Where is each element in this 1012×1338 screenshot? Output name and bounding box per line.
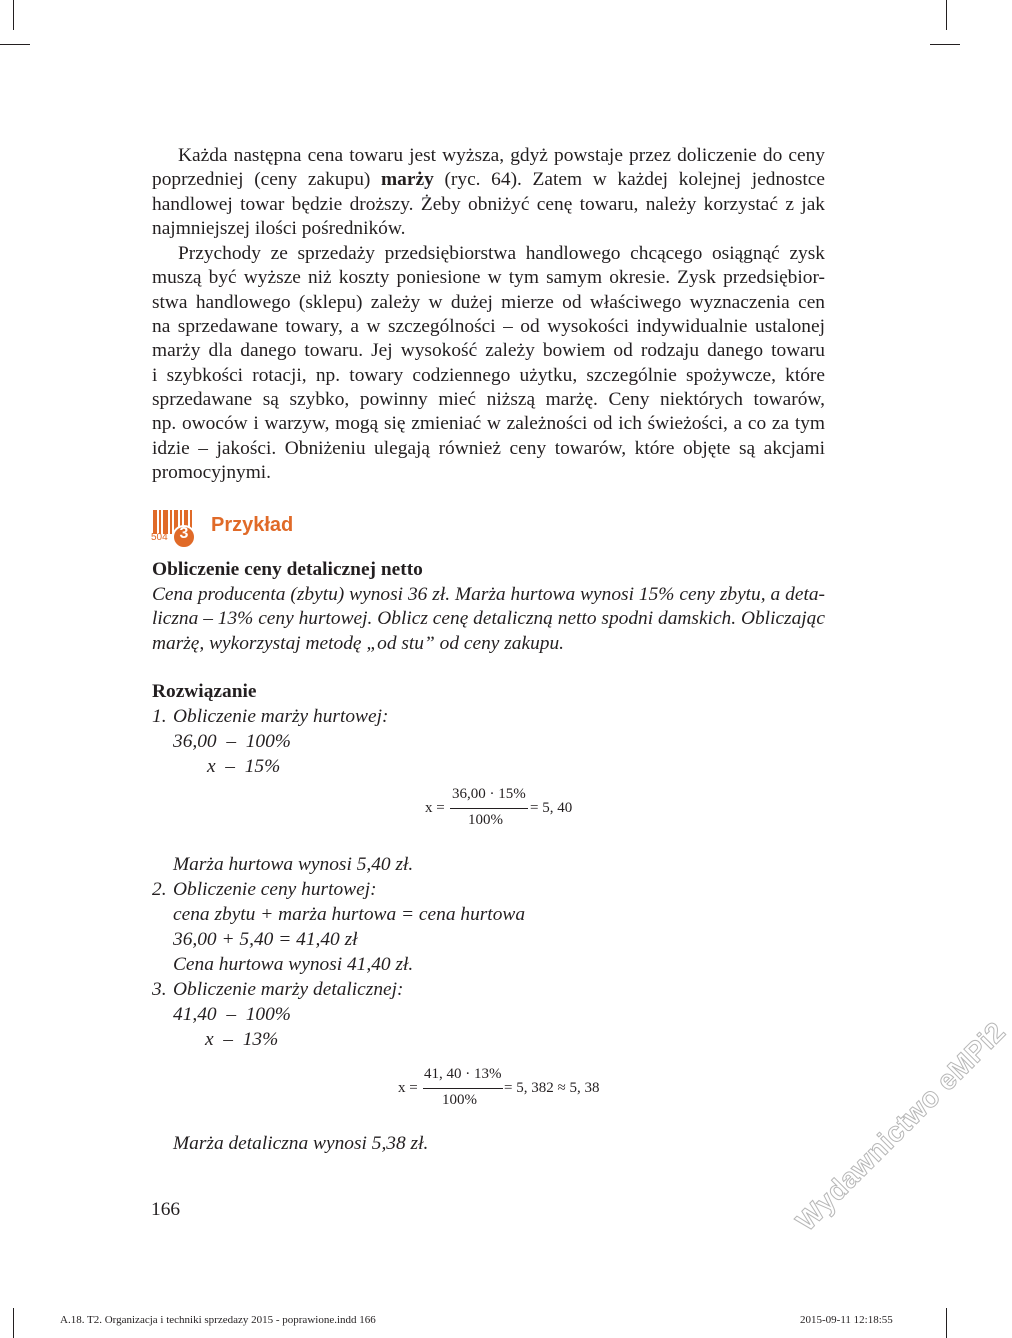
formula-line: cena zbytu + marża hurtowa = cena hurtowa	[173, 904, 526, 925]
solution-heading: Rozwiązanie	[152, 681, 257, 702]
step-title: Obliczenie ceny hurtowej:	[173, 879, 377, 900]
equation-lhs: x =	[425, 800, 445, 816]
equation-numerator: 41, 40 · 13%	[424, 1066, 502, 1082]
text-span: poprzedniej (ceny zakupu)	[152, 169, 382, 191]
step-result: Marża hurtowa wynosi 5,40 zł.	[173, 854, 414, 875]
proportion-line: x – 15%	[207, 756, 281, 777]
step-number: 1.	[152, 706, 167, 727]
crop-mark	[0, 44, 30, 45]
text-line: sprzedawane są szybko, powinny mieć niższą marżę. Ceny niektórych towarów,	[152, 389, 825, 411]
step-number: 2.	[152, 879, 167, 900]
step-result: Marża detaliczna wynosi 5,38 zł.	[173, 1133, 429, 1154]
fraction-bar	[423, 1088, 503, 1089]
text-line: handlowej towar będzie droższy. Żeby obniżyć cenę towaru, należy korzystać z jak	[152, 193, 825, 215]
publisher-watermark: Wydawnictwo eMPi2	[790, 1015, 1012, 1237]
equation-lhs: x =	[398, 1080, 418, 1096]
text-line: promocyjnymi.	[152, 462, 272, 484]
equation-rhs: = 5, 40	[530, 800, 573, 816]
badge-number: 504	[151, 532, 168, 543]
text-line: marży dla danego towaru. Jej wysokość zależy bowiem od rodzaju danego towaru	[152, 340, 825, 362]
paragraph-2	[152, 242, 825, 485]
step-title: Obliczenie marży detalicznej:	[173, 979, 404, 1000]
step-number: 3.	[152, 979, 167, 1000]
example-label: Przykład	[211, 514, 294, 536]
text-line: stwa handlowego (sklepu) zależy w dużej mierze od właściwego wyznaczenia cen	[152, 291, 825, 313]
proportion-line: x – 13%	[205, 1029, 279, 1050]
footer-timestamp: 2015-09-11 12:18:55	[800, 1314, 893, 1326]
text-span: (ryc. 64). Zatem w każdej kolejnej jednostce	[433, 169, 825, 191]
crop-mark	[946, 0, 947, 30]
page-number: 166	[151, 1199, 181, 1220]
term-marza: marży	[381, 169, 434, 191]
crop-mark	[13, 1308, 14, 1338]
text-line: idzie – jakości. Obniżeniu ulegają również ceny towarów, które objęte są akcjami	[152, 437, 825, 459]
text-line: muszą być wyższe niż koszty poniesione w tym samym okresie. Zysk przedsiębior-	[152, 267, 825, 289]
text-line: liczna – 13% ceny hurtowej. Oblicz cenę detaliczną netto spodni damskich. Obliczając	[152, 608, 825, 630]
fraction-bar	[450, 808, 528, 809]
equation-numerator: 36,00 · 15%	[452, 786, 526, 802]
text-line: Cena producenta (zbytu) wynosi 36 zł. Marża hurtowa wynosi 15% ceny zbytu, a deta-	[152, 584, 825, 605]
paragraph-1	[152, 144, 825, 241]
equation-denominator: 100%	[442, 1092, 477, 1108]
text-line: na sprzedawane towary, a w szczególności – od wysokości indywidualnie ustalonej	[152, 316, 825, 338]
badge-digit: 3	[179, 525, 189, 542]
text-line: i szybkości rotacji, np. towary codziennego użytku, szczególnie spożywcze, które	[152, 364, 825, 386]
text-line: Każda następna cena towaru jest wyższa, gdyż powstaje przez doliczenie do ceny	[178, 145, 825, 166]
proportion-line: 41,40 – 100%	[173, 1004, 291, 1025]
text-line: marżę, wykorzystaj metodę „od stu” od ceny zakupu.	[152, 632, 565, 654]
example-title: Obliczenie ceny detalicznej netto	[152, 559, 423, 580]
example-task	[152, 583, 825, 656]
step-result: Cena hurtowa wynosi 41,40 zł.	[173, 954, 414, 975]
text-line: np. owoców i warzyw, mogą się zmieniać w zależności od ich świeżości, a co za tym	[152, 413, 825, 435]
proportion-line: 36,00 – 100%	[173, 731, 291, 752]
text-line: Przychody ze sprzedaży przedsiębiorstwa handlowego chcącego osiągnąć zysk	[178, 243, 825, 264]
crop-mark	[946, 1308, 947, 1338]
calc-line: 36,00 + 5,40 = 41,40 zł	[173, 929, 358, 950]
crop-mark	[930, 44, 960, 45]
text-line	[152, 168, 825, 192]
crop-mark	[13, 0, 14, 30]
footer-filename: A.18. T2. Organizacja i techniki sprzedazy 2015 - poprawione.indd 166	[60, 1314, 376, 1326]
equation-rhs: = 5, 382 ≈ 5, 38	[504, 1080, 600, 1096]
step-title: Obliczenie marży hurtowej:	[173, 706, 389, 727]
equation-denominator: 100%	[468, 812, 503, 828]
text-line: najmniejszej ilości pośredników.	[152, 218, 406, 240]
